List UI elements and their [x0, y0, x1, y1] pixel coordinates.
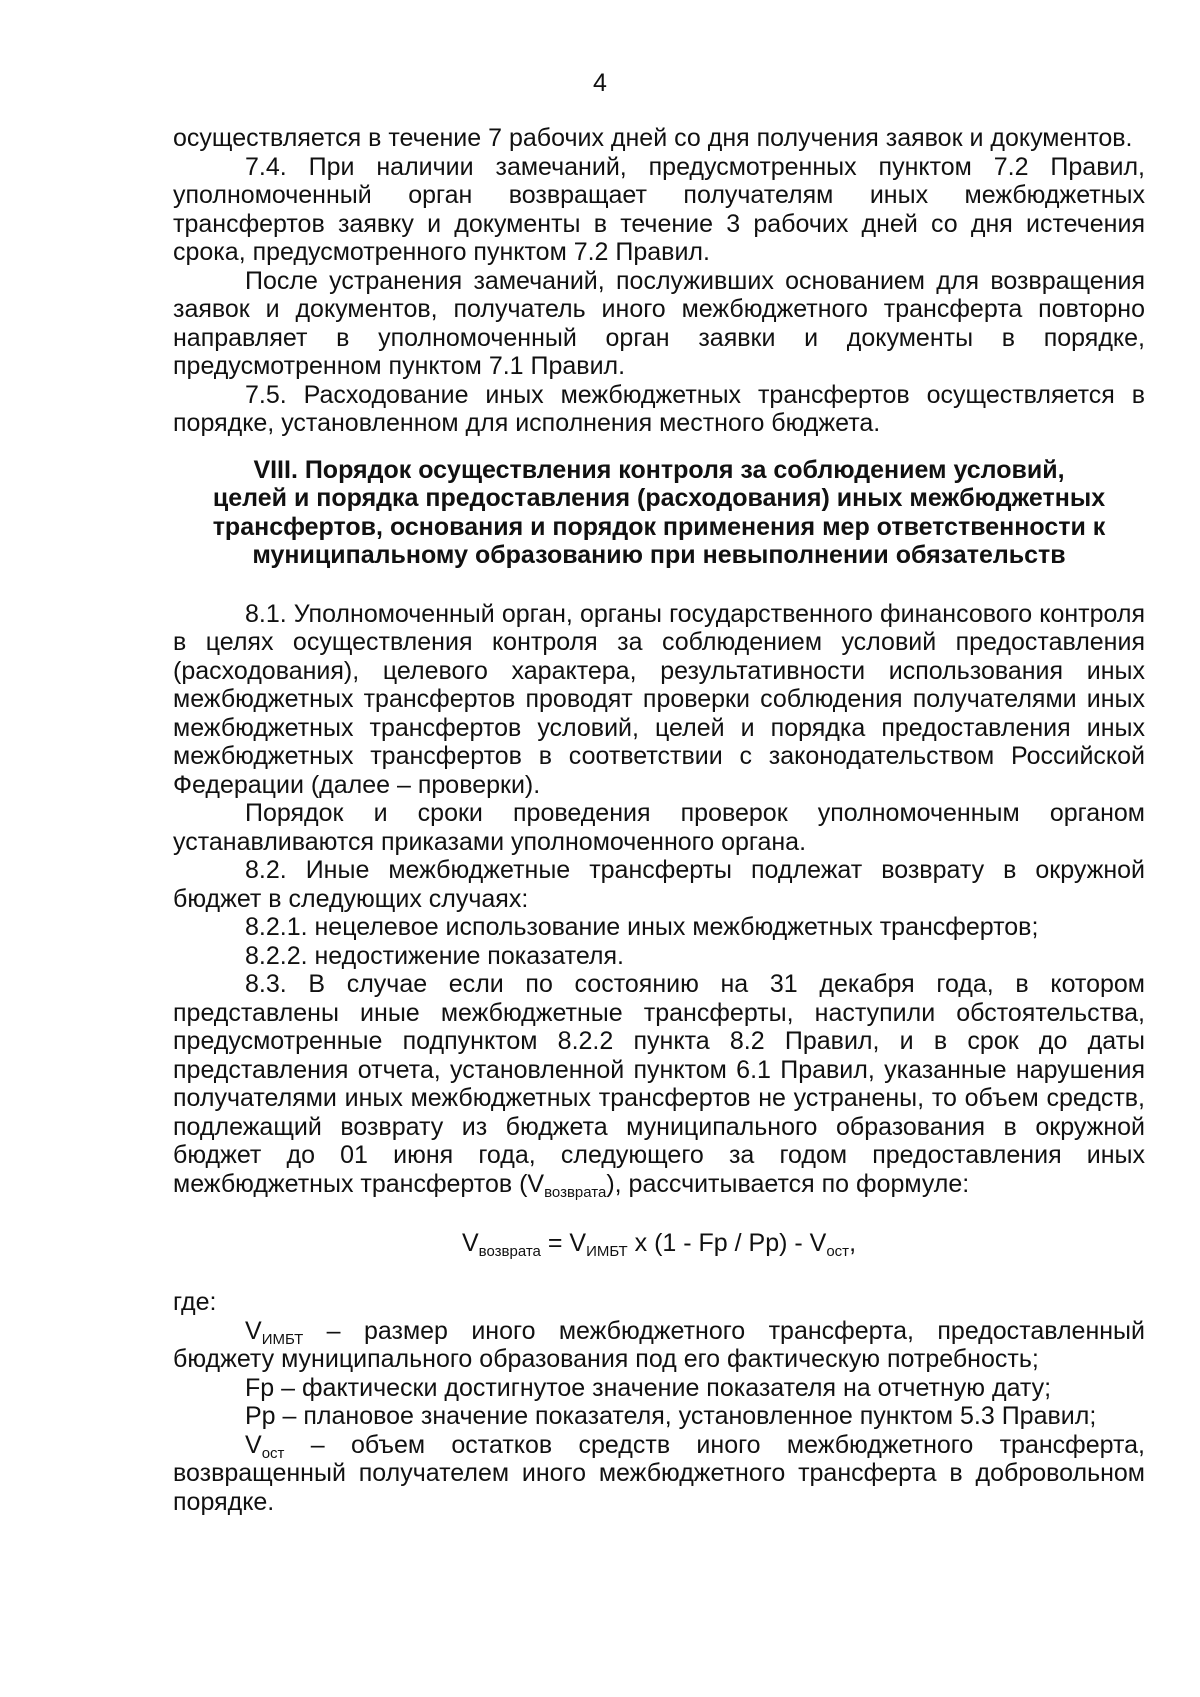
definition-text: – размер иного межбюджетного трансферта, предоставленный бюджету муниципального образования под его фактическую потребность; — [173, 1316, 1145, 1373]
document-body — [173, 124, 1145, 1516]
section-heading-line: VIII. Порядок осуществления контроля за соблюдением условий, — [253, 455, 1065, 484]
section-heading — [173, 456, 1145, 570]
paragraph-after-correction: После устранения замечаний, послуживших основанием для возвращения заявок и документов, получатель иного межбюджетного трансферта повторно направляет в уполномоченный орган заявки и документы в порядке, предусмотренном пунктом 7.1 Правил. — [173, 266, 1145, 380]
paragraph-8-3 — [173, 970, 1145, 1201]
definition-fp — [173, 1374, 1145, 1403]
paragraph-8-3-tail: ), рассчитывается по формуле: — [606, 1169, 970, 1198]
paragraph-8-3-text: 8.3. В случае если по состоянию на 31 декабря года, в котором представлены иные межбюджетные трансферты, наступили обстоятельства, предусмотренные подпунктом 8.2.2 пункта 8.2 Правил, и в срок до даты представления отчета, установленной пунктом 6.1 Правил, указанные нарушения получателями иных межбюджетных трансфертов не устранены, то объем средств, подлежащий возврату из бюджета муниципального образования в окружной бюджет до 01 июня года, следующего за годом предоставления иных межбюджетных трансфертов (V — [173, 970, 1145, 1198]
definition-symbol: V — [245, 1316, 262, 1345]
paragraph-8-1: 8.1. Уполномоченный орган, органы государственного финансового контроля в целях осуществления контроля за соблюдением условий предоставления (расходования), целевого характера, результативности использования иных межбюджетных трансфертов проводят проверки соблюдения получателями иных межбюджетных трансфертов условий, целей и порядка предоставления иных межбюджетных трансфертов в соответствии с законодательством Российской Федерации (далее – проверки). — [173, 599, 1145, 799]
paragraph-7-4: 7.4. При наличии замечаний, предусмотренных пунктом 7.2 Правил, уполномоченный орган возвращает получателям иных межбюджетных трансфертов заявку и документы в течение 3 рабочих дней со дня истечения срока, предусмотренного пунктом 7.2 Правил. — [173, 152, 1145, 266]
formula-sub-ost: ост — [826, 1243, 850, 1260]
definition-symbol: Pp — [245, 1402, 276, 1430]
formula-sub-return: возврата — [478, 1243, 541, 1260]
subscript-return: возврата — [544, 1183, 607, 1201]
definition-symbol: V — [245, 1430, 262, 1459]
definition-v-imbt — [173, 1317, 1145, 1374]
paragraph-continuation: осуществляется в течение 7 рабочих дней со дня получения заявок и документов. — [173, 124, 1133, 152]
definition-text: – фактически достигнутое значение показателя на отчетную дату; — [274, 1373, 1052, 1402]
paragraph-8-2-2: 8.2.2. недостижение показателя. — [245, 941, 624, 970]
return-formula — [173, 1228, 1145, 1258]
formula-v-return: V — [461, 1229, 479, 1257]
paragraph-8-2: 8.2. Иные межбюджетные трансферты подлежат возврату в окружной бюджет в следующих случаях: — [173, 856, 1145, 913]
definition-text: – объем остатков средств иного межбюджетного трансферта, возвращенный получателем иного межбюджетного трансферта в добровольном порядке. — [173, 1430, 1145, 1516]
formula-middle: x (1 - Fp / Pp) - V — [627, 1229, 827, 1257]
section-heading-line: целей и порядка предоставления (расходования) иных межбюджетных — [212, 484, 1106, 512]
paragraph-inspection-order: Порядок и сроки проведения проверок уполномоченным органом устанавливаются приказами уполномоченного органа. — [173, 799, 1145, 856]
section-heading-line: муниципальному образованию при невыполнении обязательств — [252, 541, 1066, 569]
definition-symbol-sub: ост — [261, 1444, 285, 1462]
definition-symbol: Fp — [245, 1373, 275, 1402]
formula-end: , — [849, 1229, 857, 1257]
definition-pp — [173, 1402, 1145, 1431]
formula-sub-imbt: ИМБТ — [586, 1243, 628, 1260]
where-label: где: — [173, 1288, 217, 1316]
paragraph-8-2-1: 8.2.1. нецелевое использование иных межбюджетных трансфертов; — [245, 913, 1039, 941]
formula-equals-v: = V — [540, 1229, 587, 1257]
definition-text: – плановое значение показателя, установленное пунктом 5.3 Правил; — [275, 1402, 1097, 1430]
page-number: 4 — [593, 69, 607, 97]
definition-symbol-sub: ИМБТ — [261, 1330, 304, 1348]
paragraph-7-5: 7.5. Расходование иных межбюджетных трансфертов осуществляется в порядке, установленном для исполнения местного бюджета. — [173, 380, 1145, 437]
definition-v-ost — [173, 1431, 1145, 1517]
section-heading-line: трансфертов, основания и порядок применения мер ответственности к — [212, 512, 1106, 541]
